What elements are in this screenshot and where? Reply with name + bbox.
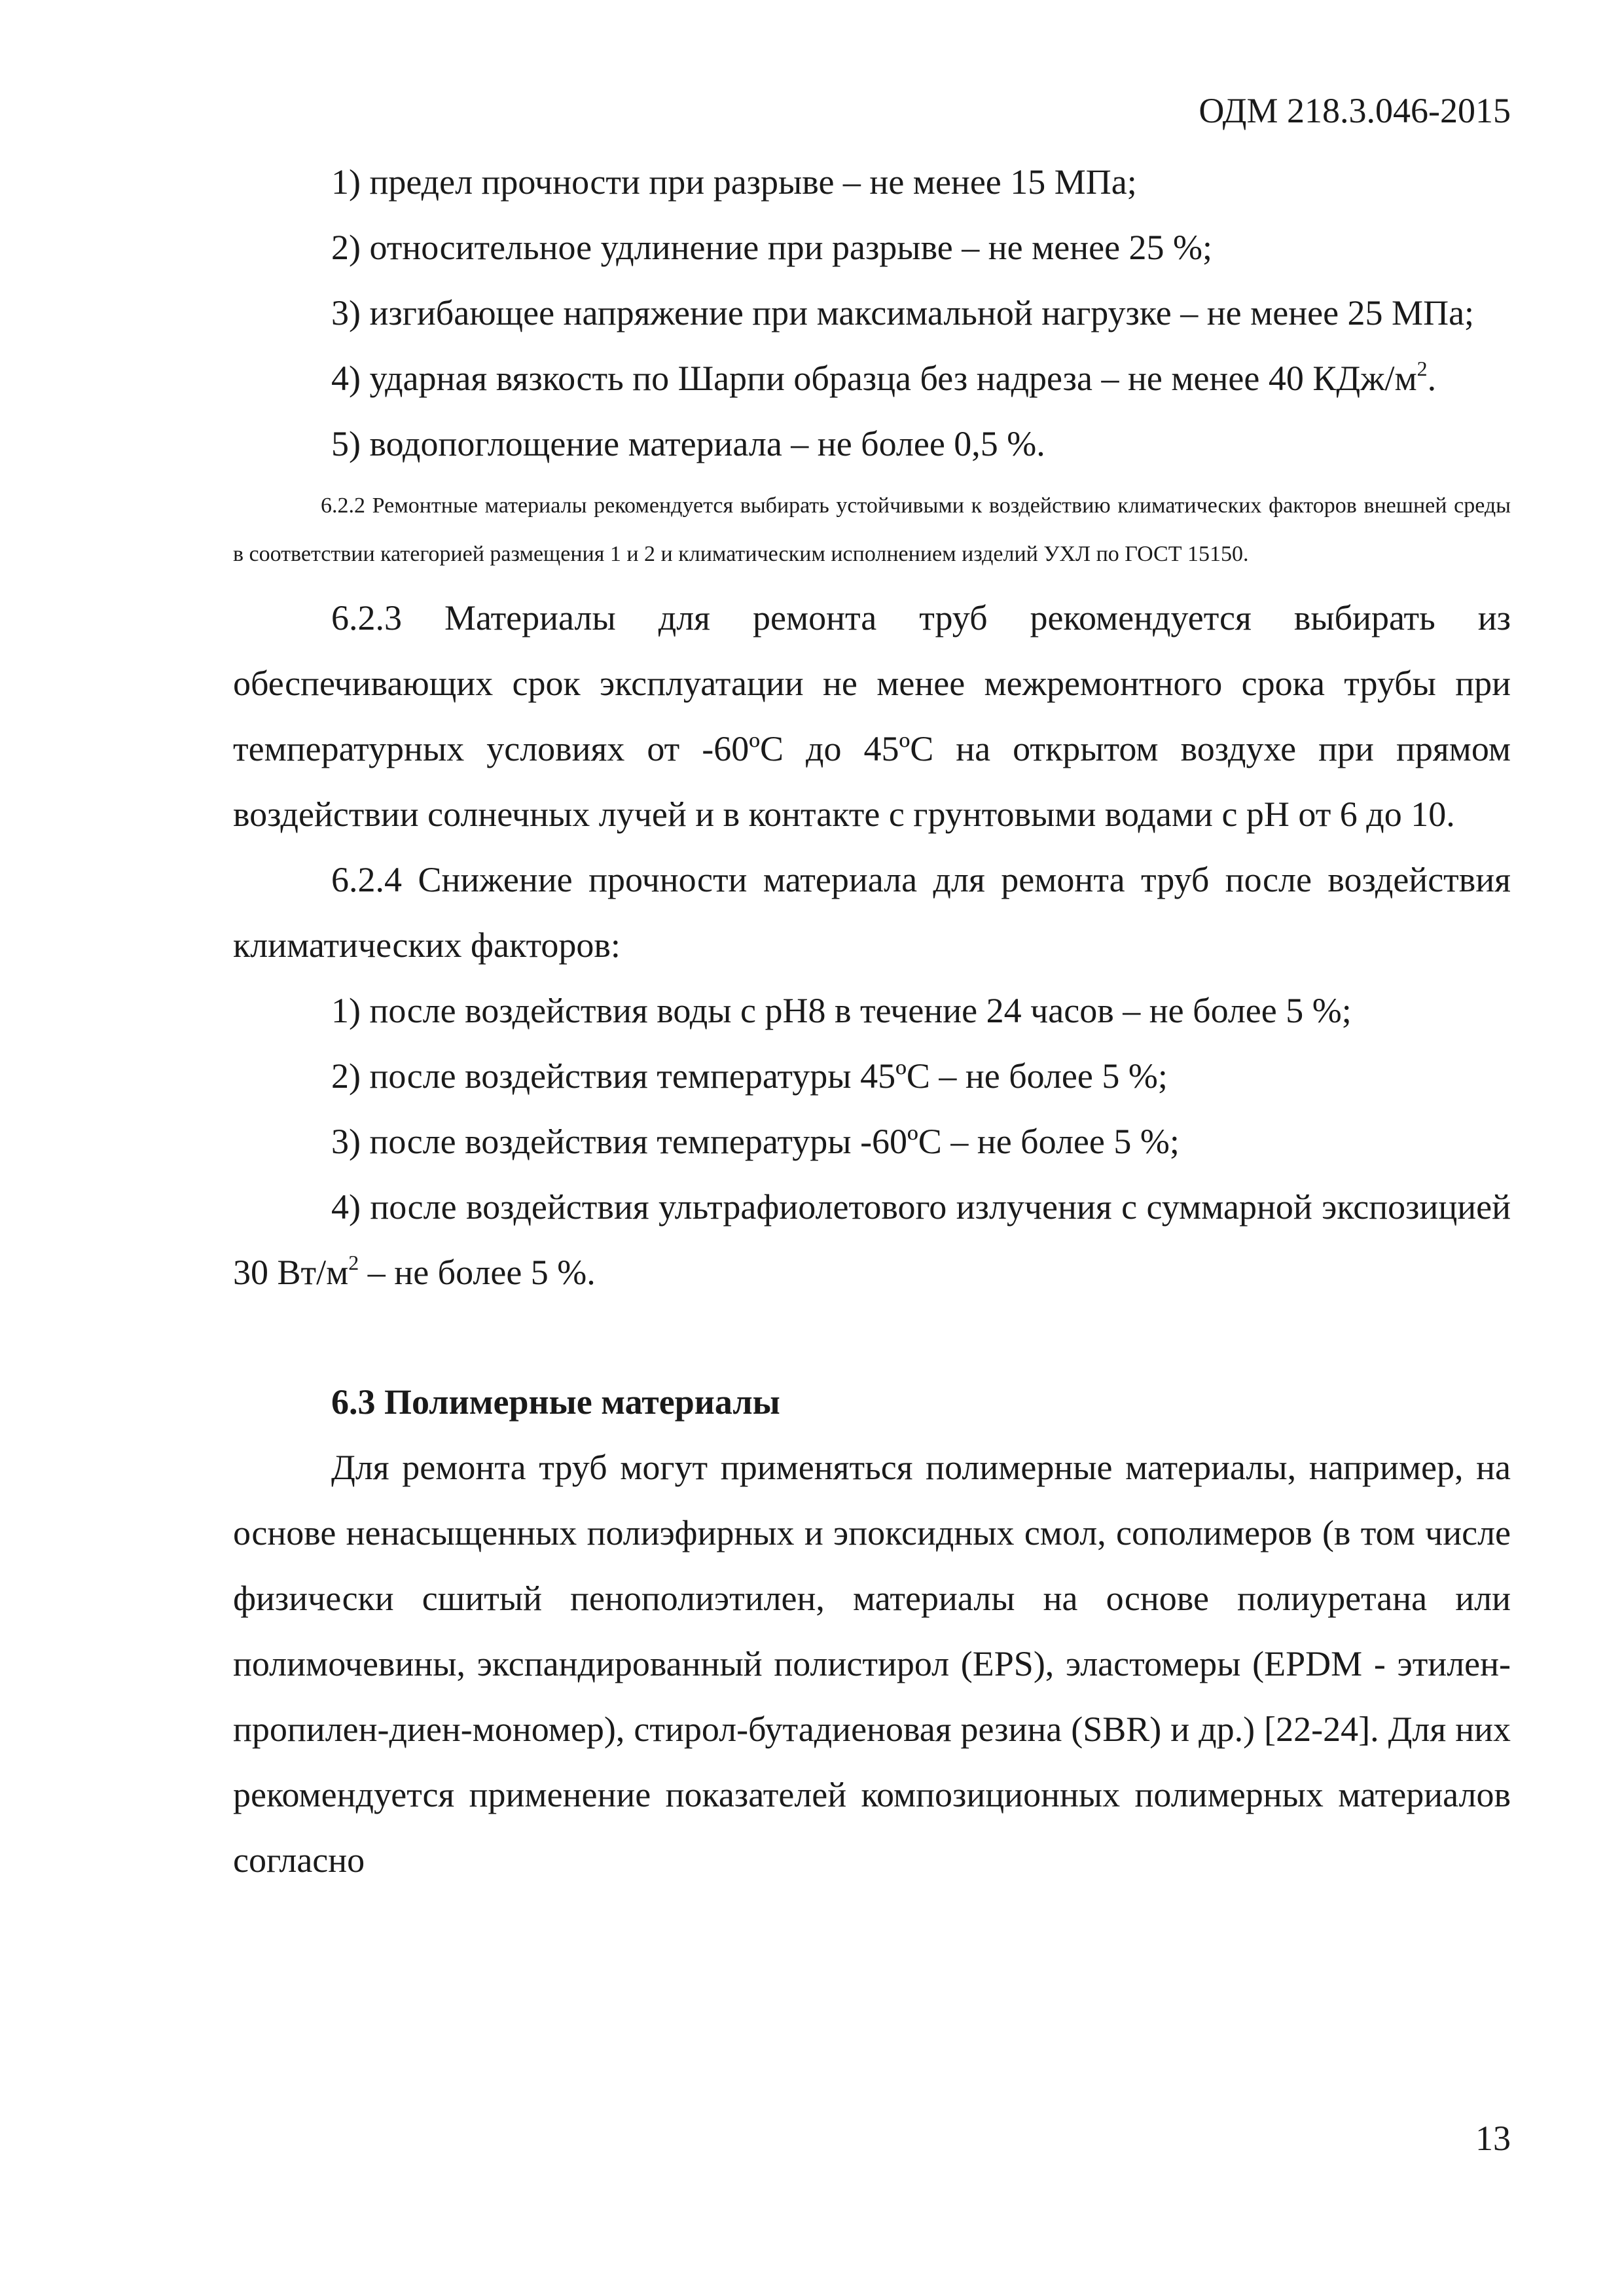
list-item: 5) водопоглощение материала – не более 0,5 %. <box>331 424 1045 463</box>
superscript: 2 <box>1416 357 1428 380</box>
paragraph-6-2-2: 6.2.2 Ремонтные материалы рекомендуется выбирать устойчивыми к воздействию климатических факторов внешней среды в соответствии категорией размещения 1 и 2 и климатическим исполнением изделий УХЛ по ГОСТ 15150. <box>233 493 1511 566</box>
superscript: 2 <box>348 1251 359 1274</box>
list-item: 2) относительное удлинение при разрыве – не менее 25 %; <box>331 228 1213 267</box>
paragraph-6-2-4: 6.2.4 Снижение прочности материала для ремонта труб после воздействия климатических факторов: <box>233 860 1511 965</box>
list-item: 1) после воздействия воды с рН8 в течение 24 часов – не более 5 %; <box>331 991 1352 1030</box>
list-item: 3) после воздействия температуры -60ºС – не более 5 %; <box>331 1122 1180 1161</box>
list-item <box>233 346 1511 411</box>
paragraph-6-3: Для ремонта труб могут применяться полимерные материалы, например, на основе ненасыщенных полиэфирных и эпоксидных смол, сополимеров (в том числе физически сшитый пенополиэтилен, материалы на основе полиуретана или полимочевины, экспандированный полистирол (EPS), эластомеры (EPDM - этилен-пропилен-диен-мономер), стирол-бутадиеновая резина (SBR) и др.) [22-24]. Для них рекомендуется применение показателей композиционных полимерных материалов согласно <box>233 1448 1511 1880</box>
list-item: 2) после воздействия температуры 45ºС – не более 5 %; <box>331 1056 1168 1096</box>
paragraph-6-2-3: 6.2.3 Материалы для ремонта труб рекомендуется выбирать из обеспечивающих срок эксплуатации не менее межремонтного срока трубы при температурных условиях от -60ºС до 45ºС на открытом воздухе при прямом воздействии солнечных лучей и в контакте с грунтовыми водами с рН от 6 до 10. <box>233 598 1511 834</box>
list-item <box>233 1174 1511 1305</box>
page-number: 13 <box>1475 2119 1511 2158</box>
document-code: ОДМ 218.3.046-2015 <box>1199 91 1511 130</box>
document-body <box>233 149 1511 1893</box>
list-item-end: – не более 5 %. <box>359 1253 596 1292</box>
list-item-text: 4) после воздействия ультрафиолетового излучения с суммарной экспозицией 30 Вт/м <box>233 1187 1511 1292</box>
section-heading: 6.3 Полимерные материалы <box>331 1382 780 1422</box>
list-item: 1) предел прочности при разрыве – не менее 15 МПа; <box>331 162 1137 202</box>
list-item: 3) изгибающее напряжение при максимальной нагрузке – не менее 25 МПа; <box>331 293 1475 332</box>
list-item-text: 4) ударная вязкость по Шарпи образца без надреза – не менее 40 КДж/м <box>331 359 1417 398</box>
list-item-end: . <box>1427 359 1437 398</box>
